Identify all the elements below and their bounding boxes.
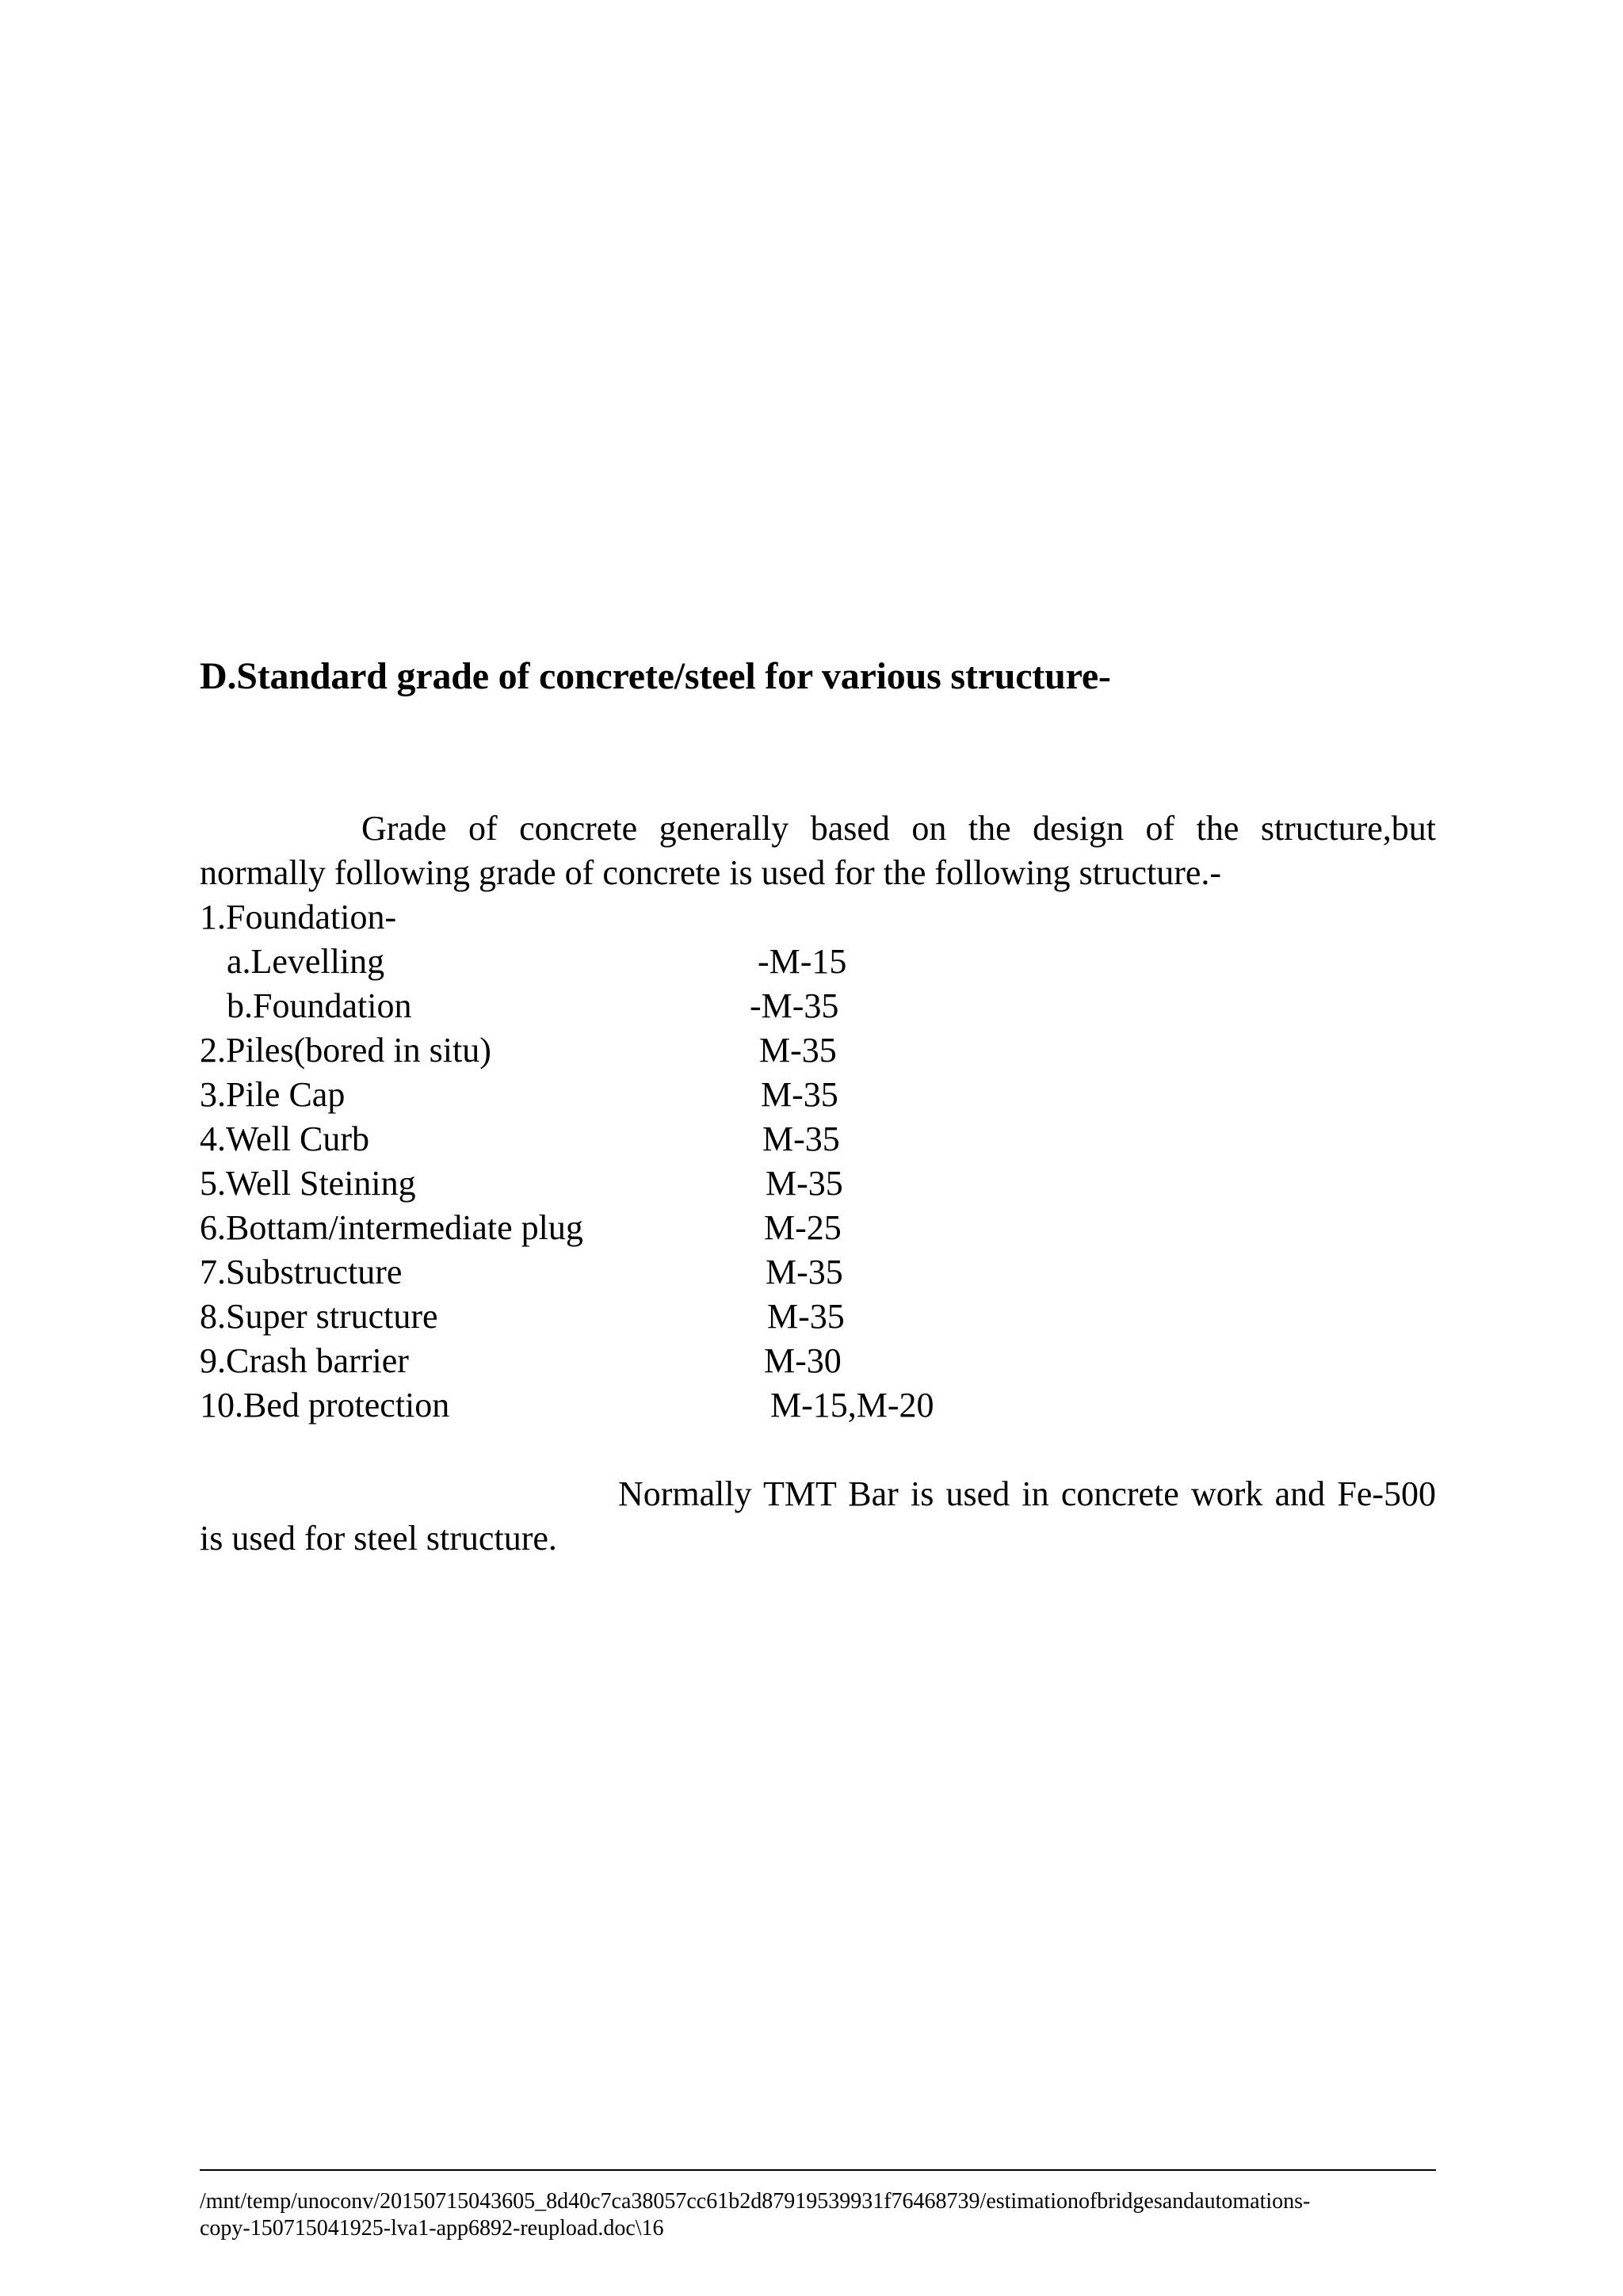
footer-divider bbox=[200, 2169, 1436, 2171]
item-grade: M-35 bbox=[766, 1164, 843, 1203]
item-grade: -M-15 bbox=[758, 942, 847, 981]
footer-path-line-2: copy-150715041925-lva1-app6892-reupload.doc\16 bbox=[200, 2216, 664, 2241]
item-label: 6.Bottam/intermediate plug bbox=[200, 1208, 583, 1247]
intro-text: Grade of concrete generally based on the design of the structure,but normally following grade of concrete is used for the following structure.- bbox=[200, 809, 1436, 892]
item-grade: -M-35 bbox=[750, 986, 839, 1025]
footer-file-path bbox=[200, 2188, 1452, 2242]
item-grade: M-35 bbox=[766, 1253, 843, 1291]
closing-text: Normally TMT Bar is used in concrete work and Fe-500 is used for steel structure. bbox=[200, 1474, 1436, 1558]
item-grade: M-35 bbox=[759, 1031, 837, 1070]
item-label: 10.Bed protection bbox=[200, 1386, 450, 1425]
item-label: 2.Piles(bored in situ) bbox=[200, 1031, 491, 1070]
closing-paragraph bbox=[200, 1472, 1436, 1561]
intro-paragraph bbox=[200, 807, 1436, 895]
item-label: 5.Well Steining bbox=[200, 1164, 416, 1203]
item-label: 7.Substructure bbox=[200, 1253, 403, 1291]
item-grade: M-25 bbox=[764, 1208, 842, 1247]
item-grade: M-15,M-20 bbox=[770, 1386, 934, 1425]
item-label: 1.Foundation- bbox=[200, 898, 397, 936]
item-label: 3.Pile Cap bbox=[200, 1075, 346, 1114]
item-grade: M-35 bbox=[761, 1075, 838, 1114]
section-heading: D.Standard grade of concrete/steel for various structure- bbox=[200, 655, 1111, 697]
item-label: b.Foundation bbox=[227, 986, 412, 1025]
item-grade: M-30 bbox=[764, 1341, 842, 1380]
item-label: 8.Super structure bbox=[200, 1297, 438, 1336]
item-label: a.Levelling bbox=[227, 942, 385, 981]
item-label: 9.Crash barrier bbox=[200, 1341, 409, 1380]
item-grade: M-35 bbox=[762, 1119, 840, 1158]
item-label: 4.Well Curb bbox=[200, 1119, 369, 1158]
footer-path-line-1: /mnt/temp/unoconv/20150715043605_8d40c7ca38057cc61b2d87919539931f76468739/estimationofbridgesandautomations- bbox=[200, 2189, 1311, 2214]
item-grade: M-35 bbox=[767, 1297, 845, 1336]
